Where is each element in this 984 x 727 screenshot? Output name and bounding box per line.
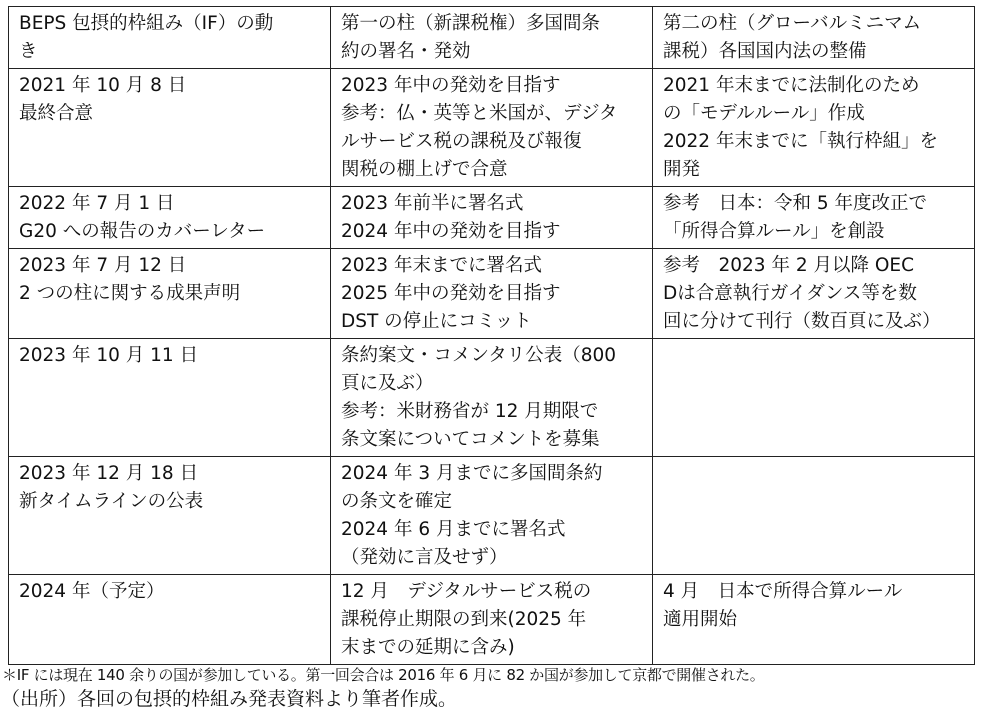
cell-text-line: 条文案についてコメントを募集 xyxy=(341,429,600,450)
cell-text-line: 条約案文・コメンタリ公表（800 xyxy=(341,345,617,366)
cell-text-line: G20 への報告のカバーレター xyxy=(19,221,266,242)
beps-timeline-table xyxy=(8,6,975,665)
table-cell-col-pillar-two xyxy=(653,249,975,339)
cell-text-line: 参考：仏・英等と米国が、デジタ xyxy=(341,103,618,124)
cell-text-line: Dは合意執行ガイダンス等を数 xyxy=(663,283,917,304)
table-cell-col-pillar-one xyxy=(331,69,653,187)
table-cell-col-if-movement xyxy=(9,187,331,249)
cell-text-line: 末までの延期に含み) xyxy=(341,637,515,658)
cell-text-line: 2021 年末までに法制化のため xyxy=(663,75,920,96)
cell-text-line: 2024 年（予定） xyxy=(19,581,165,602)
cell-text-line: 2024 年中の発効を目指す xyxy=(341,221,561,242)
cell-text-line: 2 つの柱に関する成果声明 xyxy=(19,283,241,304)
table-cell-col-pillar-two xyxy=(653,69,975,187)
table-cell-col-pillar-one xyxy=(331,187,653,249)
cell-text-line: 約の署名・発効 xyxy=(341,41,471,62)
table-cell-col-pillar-one xyxy=(331,339,653,457)
cell-text-line: 2022 年末までに「執行枠組」を xyxy=(663,131,938,152)
cell-text-line: BEPS 包摂的枠組み（IF）の動 xyxy=(19,13,274,34)
cell-text-line: 2023 年末までに署名式 xyxy=(341,255,542,276)
table-cell-col-if-movement xyxy=(9,457,331,575)
cell-text-line: 2023 年 10 月 11 日 xyxy=(19,345,199,366)
table-cell-col-pillar-one xyxy=(331,249,653,339)
table-row xyxy=(9,575,975,665)
cell-text-line: 第二の柱（グローバルミニマム xyxy=(663,13,922,34)
table-cell-col-pillar-two xyxy=(653,7,975,69)
cell-text-line: 課税）各国国内法の整備 xyxy=(663,41,867,62)
table-cell-col-pillar-two xyxy=(653,457,975,575)
cell-text-line: 2025 年中の発効を目指す xyxy=(341,283,561,304)
table-cell-col-if-movement xyxy=(9,575,331,665)
cell-text-line: 関税の棚上げで合意 xyxy=(341,159,508,180)
cell-text-line: 第一の柱（新課税権）多国間条 xyxy=(341,13,601,34)
table-header-row xyxy=(9,7,975,69)
cell-text-line: 2023 年 7 月 12 日 xyxy=(19,255,187,276)
cell-text-line: 開発 xyxy=(663,159,701,180)
cell-text-line: 2021 年 10 月 8 日 xyxy=(19,75,187,96)
cell-text-line: 4 月 日本で所得合算ルール xyxy=(663,581,903,602)
cell-text-line: の「モデルルール」作成 xyxy=(663,103,865,124)
table-cell-col-if-movement xyxy=(9,249,331,339)
cell-text-line: 新タイムラインの公表 xyxy=(19,491,204,512)
cell-text-line: 2024 年 3 月までに多国間条約 xyxy=(341,463,603,484)
cell-text-line: 12 月 デジタルサービス税の xyxy=(341,581,592,602)
table-cell-col-pillar-two xyxy=(653,339,975,457)
cell-text-line: 「所得合算ルール」を創設 xyxy=(663,221,885,242)
cell-text-line: の条文を確定 xyxy=(341,491,453,512)
table-row xyxy=(9,457,975,575)
table-cell-col-if-movement xyxy=(9,7,331,69)
table-cell-col-if-movement xyxy=(9,339,331,457)
cell-text-line: 2023 年 12 月 18 日 xyxy=(19,463,199,484)
cell-text-line: き xyxy=(19,41,38,62)
table-cell-col-pillar-two xyxy=(653,575,975,665)
table-cell-col-if-movement xyxy=(9,69,331,187)
table-row xyxy=(9,339,975,457)
table-cell-col-pillar-one xyxy=(331,457,653,575)
table-row xyxy=(9,249,975,339)
table-cell-col-pillar-two xyxy=(653,187,975,249)
source-note: （出所）各回の包摂的枠組み発表資料より筆者作成。 xyxy=(1,688,458,710)
table-cell-col-pillar-one xyxy=(331,7,653,69)
cell-text-line: 2023 年前半に署名式 xyxy=(341,193,524,214)
cell-text-line: （発効に言及せず） xyxy=(341,547,508,568)
table-cell-col-pillar-one xyxy=(331,575,653,665)
cell-text-line: 適用開始 xyxy=(663,609,738,630)
cell-text-line: 2024 年 6 月までに署名式 xyxy=(341,519,566,540)
cell-text-line: 参考：米財務省が 12 月期限で xyxy=(341,401,599,422)
cell-text-line: DST の停止にコミット xyxy=(341,311,532,332)
cell-text-line: 2022 年 7 月 1 日 xyxy=(19,193,175,214)
table-row xyxy=(9,69,975,187)
table-body xyxy=(9,7,975,665)
cell-text-line: ルサービス税の課税及び報復 xyxy=(341,131,582,152)
footnote: ＊IF には現在 140 余りの国が参加している。第一回会合は 2016 年 6 月に 82 か国が参加して京都で開催された。 xyxy=(2,666,765,684)
table-row xyxy=(9,187,975,249)
cell-text-line: 参考 日本：令和 5 年度改正で xyxy=(663,193,928,214)
cell-text-line: 課税停止期限の到来(2025 年 xyxy=(341,609,587,630)
cell-text-line: 頁に及ぶ） xyxy=(341,373,434,394)
notes-block xyxy=(0,665,984,713)
cell-text-line: 2023 年中の発効を目指す xyxy=(341,75,561,96)
cell-text-line: 最終合意 xyxy=(19,103,94,124)
cell-text-line: 参考 2023 年 2 月以降 OEC xyxy=(663,255,915,276)
cell-text-line: 回に分けて刊行（数百頁に及ぶ） xyxy=(663,311,941,332)
